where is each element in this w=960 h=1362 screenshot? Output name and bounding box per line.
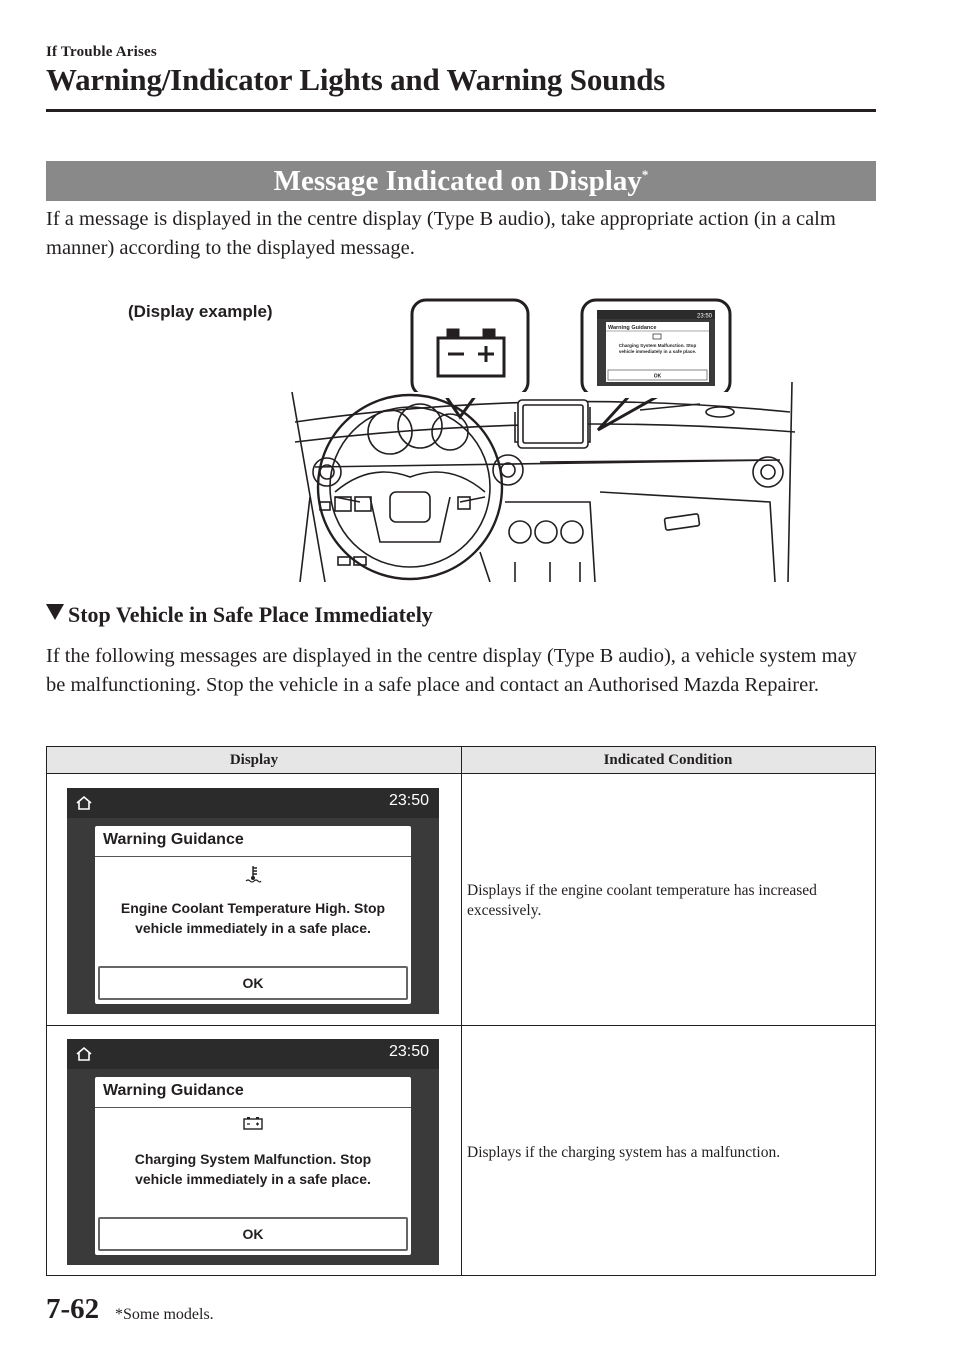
panel-message-line1: Charging System Malfunction. Stop xyxy=(134,1151,372,1167)
coolant-warning-screen xyxy=(67,788,439,1014)
section-title: Warning/Indicator Lights and Warning Sounds xyxy=(46,62,666,97)
footnote: *Some models. xyxy=(115,1306,214,1323)
dashboard-drawing xyxy=(292,382,795,582)
screen-status-bar xyxy=(67,1039,439,1069)
panel-title: Warning Guidance xyxy=(103,831,244,848)
screen-status-bar xyxy=(67,788,439,818)
ok-button: OK xyxy=(98,1217,408,1251)
battery-icon xyxy=(242,1115,264,1131)
dashboard-illustration xyxy=(120,292,820,582)
banner-title: Message Indicated on Display xyxy=(273,165,642,197)
home-icon xyxy=(75,795,93,811)
panel-message-line2: vehicle immediately in a safe place. xyxy=(135,1171,371,1187)
coolant-condition-text: Displays if the engine coolant temperature has increased excessively. xyxy=(467,882,817,919)
charging-condition-text: Displays if the charging system has a malfunction. xyxy=(467,1144,781,1161)
screen-clock: 23:50 xyxy=(388,1043,429,1060)
section-label: If Trouble Arises xyxy=(46,44,157,60)
home-icon xyxy=(75,1046,93,1062)
warning-guidance-panel xyxy=(95,1077,411,1255)
table-column-divider xyxy=(461,747,462,1275)
mini-ok-button: OK xyxy=(653,373,662,380)
table-row-divider xyxy=(47,1025,875,1026)
subsection-paragraph: If the following messages are displayed in the centre display (Type B audio), a vehicle system may be malfunctioning. Stop the vehicle in a safe place and contact an Authorised Mazda Repairer. xyxy=(46,645,857,696)
header-display: Display xyxy=(229,752,279,768)
panel-title: Warning Guidance xyxy=(103,1082,244,1099)
message-table xyxy=(46,746,876,1276)
mini-clock: 23:50 xyxy=(696,313,712,320)
panel-message xyxy=(95,1149,411,1189)
mini-title: Warning Guidance xyxy=(608,325,657,331)
intro-paragraph: If a message is displayed in the centre display (Type B audio), take appropriate action (in a calm manner) according to the displayed message. xyxy=(46,208,836,259)
triangle-bullet-icon xyxy=(46,604,64,620)
subsection-title: Stop Vehicle in Safe Place Immediately xyxy=(68,602,433,627)
panel-message-line2: vehicle immediately in a safe place. xyxy=(135,920,371,936)
mini-screen xyxy=(597,310,715,386)
figure-caption: (Display example) xyxy=(128,302,273,321)
screen-clock: 23:50 xyxy=(388,792,429,809)
coolant-temperature-icon xyxy=(243,864,263,884)
page-number: 7-62 xyxy=(46,1293,100,1325)
subsection-heading xyxy=(46,602,433,628)
panel-message xyxy=(95,898,411,938)
charging-warning-screen xyxy=(67,1039,439,1265)
battery-callout xyxy=(412,300,528,396)
header-indicated-condition: Indicated Condition xyxy=(603,752,733,768)
mini-message-line1: Charging System Malfunction. Stop xyxy=(618,343,697,348)
warning-guidance-panel xyxy=(95,826,411,1004)
topic-banner xyxy=(46,161,876,201)
footnote-marker: * xyxy=(641,167,649,182)
panel-message-line1: Engine Coolant Temperature High. Stop xyxy=(120,900,386,916)
mini-message-line2: vehicle immediately in a safe place. xyxy=(618,349,697,354)
title-rule xyxy=(46,109,876,112)
ok-button: OK xyxy=(98,966,408,1000)
